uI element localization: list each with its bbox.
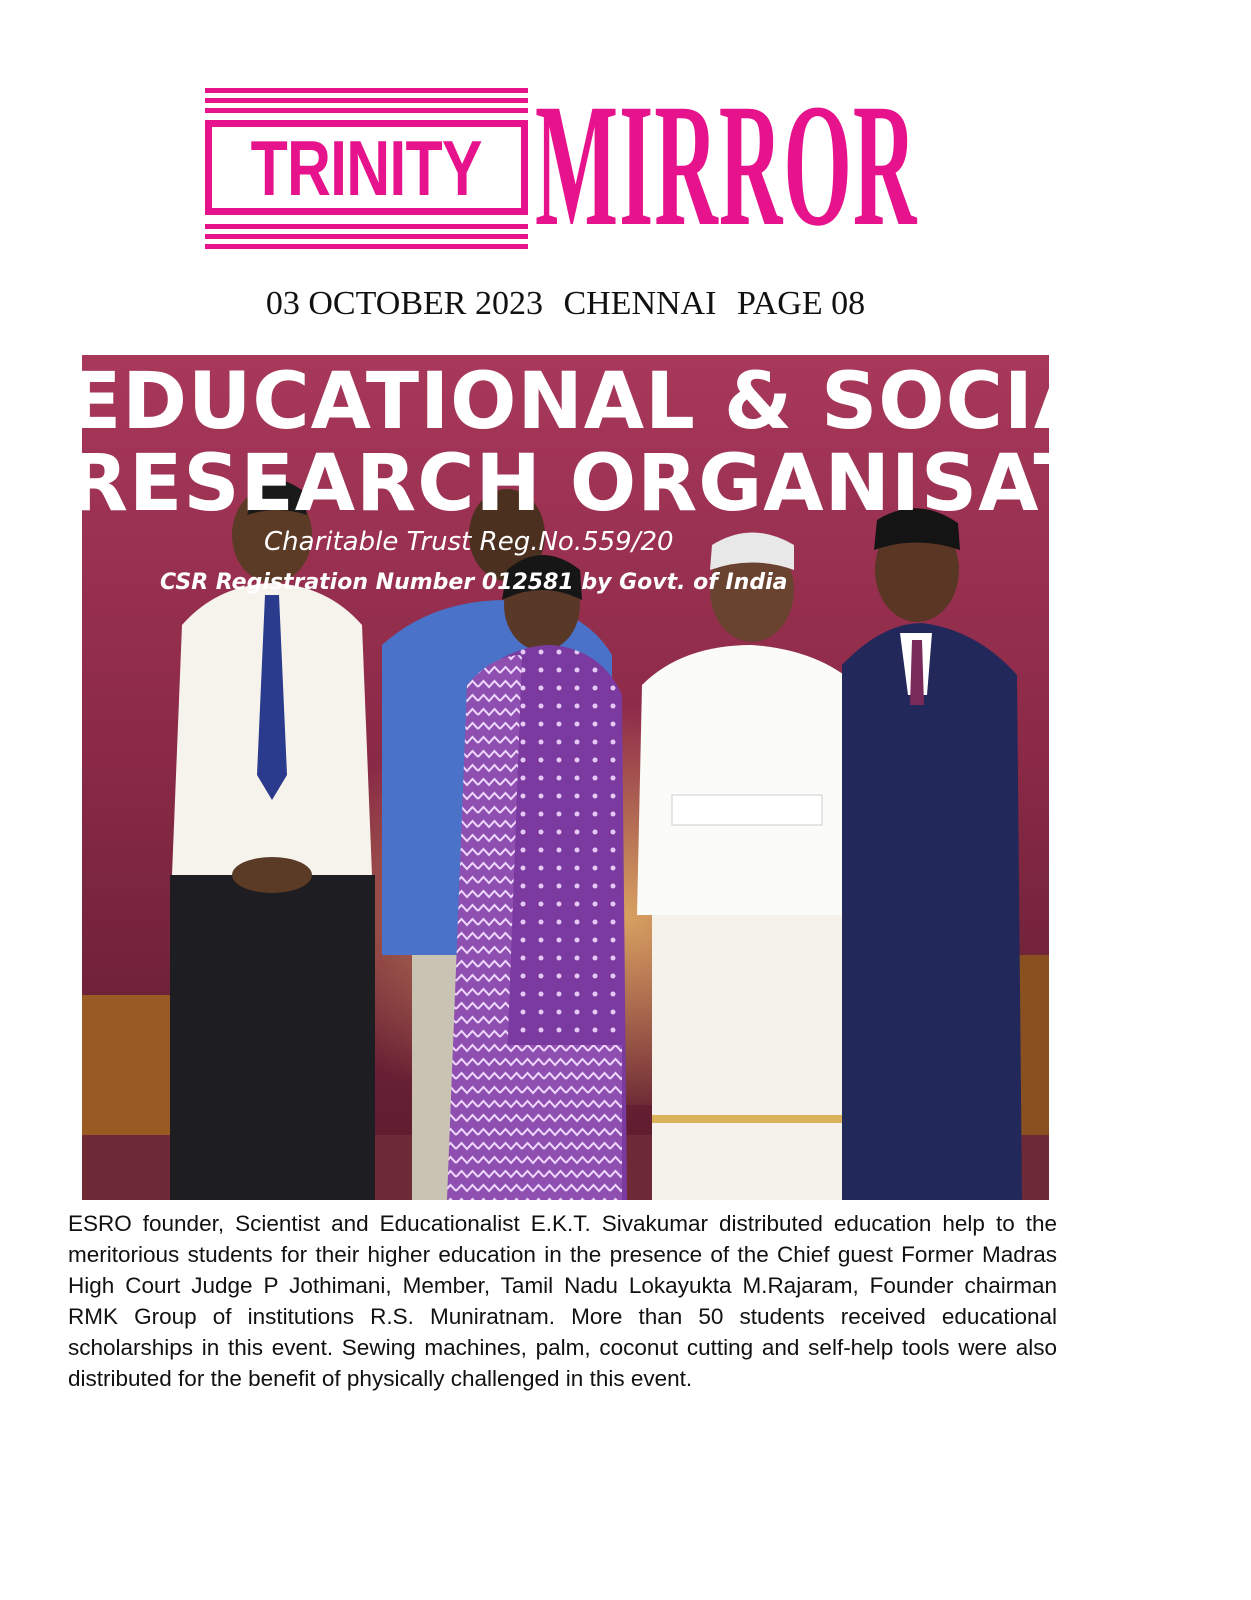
photo-caption: ESRO founder, Scientist and Educationalist E.K.T. Sivakumar distributed education help to the meritorious students for their higher education in the presence of the Chief guest Former Madras High Court Judge P Jothimani, Member, Tamil Nadu Lokayukta M.Rajaram, Founder chairman RMK Group of institutions R.S. Muniratnam. More than 50 students received educational scholarships in this event. Sewing machines, palm, coconut cutting and self-help tools were also distributed for the benefit of physically challenged in this event. [68, 1211, 1057, 1391]
banner-line-4: CSR Registration Number 012581 by Govt. of India [160, 570, 788, 595]
logo-stripe [205, 108, 528, 113]
banner-line-3: Charitable Trust Reg.No.559/20 [264, 527, 674, 557]
logo-stripe [205, 234, 528, 239]
dateline [0, 285, 1131, 323]
event-photo [68, 355, 1251, 1200]
banner-line-2: RESEARCH ORGANISATION [68, 439, 1251, 529]
masthead-logo [205, 68, 935, 263]
dateline-date: 03 OCTOBER 2023 [265, 285, 543, 322]
logo-stripe [205, 88, 528, 93]
trinity-logo-block [205, 86, 528, 251]
dateline-page: PAGE 08 [736, 285, 866, 322]
dateline-city: CHENNAI [563, 285, 717, 322]
logo-mirror-text: MIRROR [535, 68, 918, 263]
logo-stripe [205, 224, 528, 229]
logo-trinity-text: TRINITY [250, 123, 483, 212]
trinity-box [205, 120, 528, 215]
banner-line-1: EDUCATIONAL & SOCIAL [68, 357, 1146, 447]
trinity-inner [212, 123, 521, 212]
logo-stripe [205, 98, 528, 103]
logo-stripe [205, 244, 528, 249]
